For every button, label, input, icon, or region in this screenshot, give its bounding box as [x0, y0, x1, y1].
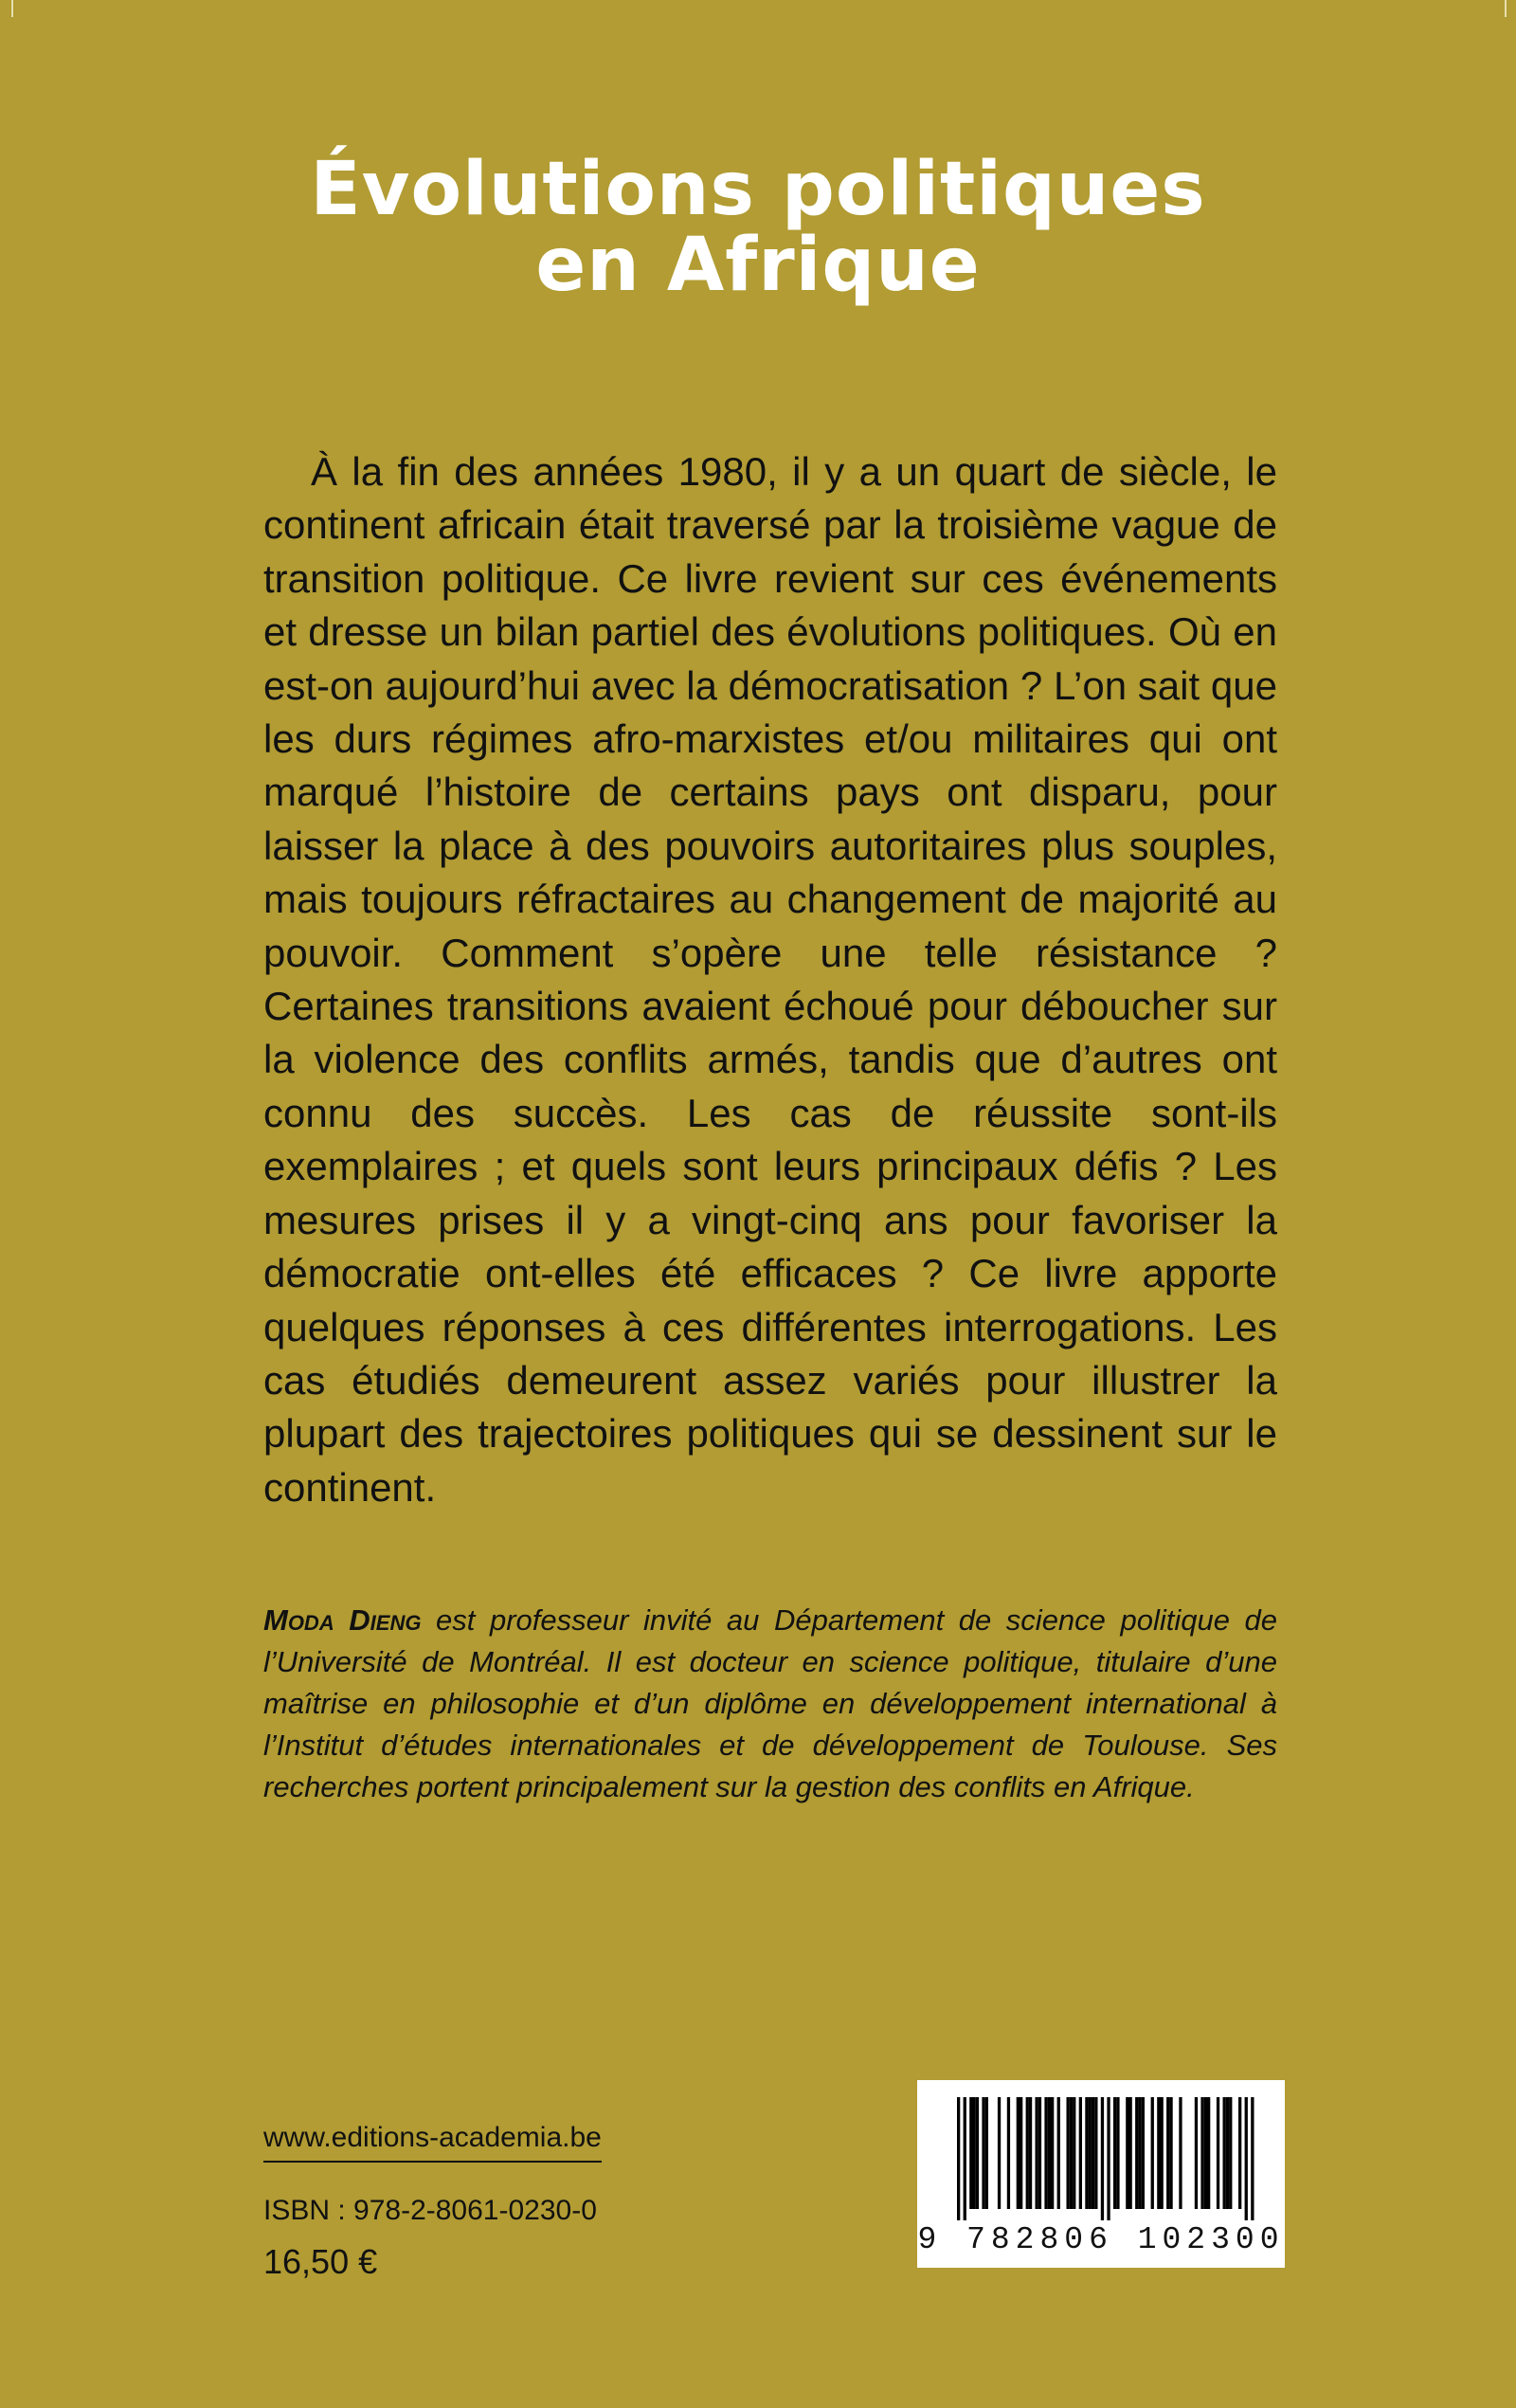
barcode-bar	[1204, 2097, 1207, 2209]
barcode-bar	[1029, 2097, 1032, 2209]
title-line-1: Évolutions politiques	[310, 147, 1206, 232]
barcode-bar	[1151, 2097, 1154, 2209]
barcode-bar	[1048, 2097, 1051, 2209]
barcode-icon	[934, 2097, 1268, 2220]
barcode-bar	[1044, 2097, 1047, 2209]
barcode-bar	[1238, 2097, 1241, 2209]
barcode-bar	[1229, 2097, 1232, 2209]
barcode-bar	[1138, 2097, 1141, 2209]
barcode-bar	[1200, 2097, 1203, 2209]
barcode-bar	[1092, 2097, 1094, 2209]
barcode-bar	[1157, 2097, 1160, 2209]
barcode-bar	[1195, 2097, 1198, 2209]
barcode-panel	[917, 2080, 1285, 2268]
barcode-bar	[1017, 2097, 1020, 2209]
barcode-bar	[1089, 2097, 1092, 2209]
barcode-bar	[985, 2097, 988, 2209]
barcode-bar	[976, 2097, 979, 2209]
barcode-bar	[1169, 2097, 1172, 2209]
barcode-bar	[1070, 2097, 1073, 2209]
back-cover-blurb: À la fin des années 1980, il y a un quart de siècle, le continent africain était traversé par la troisième vague de transition politique. Ce livre revient sur ces événements et dresse un bilan partiel des évolutions politiques. Où en est-on aujourd’hui avec la démocratisation ? L’on sait que les durs régimes afro-marxistes et/ou militaires qui ont marqué l’histoire de certains pays ont disparu, pour laisser la place à des pouvoirs autoritaires plus souples, mais toujours réfractaires au changement de majorité au pouvoir. Comment s’opère une telle résistance ? Certaines transitions avaient échoué pour déboucher sur la violence des conflits armés, tandis que d’autres ont connu des succès. Les cas de réussite sont-ils exemplaires ; et quels sont leurs principaux défis ? Les mesures prises il y a vingt-cinq ans pour favoriser la démocratie ont-elles été efficaces ? Ce livre apporte quelques réponses à ces différentes interrogations. Les cas étudiés demeurent assez variés pour illustrer la plupart des trajectoires politiques qui se dessinent sur le continent.	[263, 449, 1277, 1510]
barcode-bar	[1067, 2097, 1070, 2209]
barcode-bar	[964, 2097, 966, 2220]
barcode-bar	[1223, 2097, 1226, 2209]
barcode-bar	[957, 2097, 960, 2220]
barcode-bar	[1007, 2097, 1010, 2209]
barcode-digits: 9 782806 102300	[917, 2222, 1285, 2257]
barcode-bar	[1245, 2097, 1248, 2220]
barcode-bar	[1251, 2097, 1254, 2220]
author-bio	[263, 1600, 1277, 1808]
barcode-bar	[1135, 2097, 1138, 2209]
publisher-website-link[interactable]: www.editions-academia.be	[263, 2121, 602, 2163]
isbn-text: ISBN : 978-2-8061-0230-0	[263, 2195, 597, 2226]
barcode-bar	[1113, 2097, 1116, 2209]
barcode-bar	[1057, 2097, 1060, 2209]
barcode-bar	[1085, 2097, 1088, 2209]
barcode-bar	[973, 2097, 976, 2209]
barcode-bar	[1038, 2097, 1041, 2209]
barcode-bar	[1217, 2097, 1219, 2209]
barcode-bar	[1166, 2097, 1169, 2209]
price-text: 16,50 €	[263, 2242, 378, 2281]
barcode-bar	[1161, 2097, 1164, 2209]
barcode-bar	[1101, 2097, 1104, 2220]
crop-mark-left	[11, 0, 13, 17]
title-line-2: en Afrique	[535, 223, 981, 308]
barcode-bar	[969, 2097, 972, 2209]
barcode-bar	[1207, 2097, 1210, 2209]
barcode-bar	[998, 2097, 1001, 2209]
author-bio-text: est professeur invité au Département de science politique de l’Université de Montréal. Il est docteur en science politique, titulaire d’une maîtrise en philosophie et d’un diplôme en développement international à l’Institut d’études internationales et de développement de Toulouse. Ses recherches portent principalement sur la gestion des conflits en Afrique.	[263, 1603, 1278, 1803]
barcode-bar	[1020, 2097, 1022, 2209]
barcode-bar	[1051, 2097, 1054, 2209]
barcode-bar	[1107, 2097, 1110, 2220]
barcode-bar	[1226, 2097, 1229, 2209]
barcode-bar	[1026, 2097, 1029, 2209]
barcode-bar	[1073, 2097, 1075, 2209]
barcode-bar	[1179, 2097, 1182, 2209]
book-title	[0, 147, 1516, 308]
author-name: Moda Dieng	[263, 1603, 422, 1637]
barcode-bar	[1142, 2097, 1145, 2209]
barcode-bar	[1126, 2097, 1128, 2209]
barcode-bar	[982, 2097, 984, 2209]
barcode-bar	[1036, 2097, 1038, 2209]
barcode-bar	[1116, 2097, 1119, 2209]
barcode-bar	[1079, 2097, 1082, 2209]
barcode-bar	[1094, 2097, 1097, 2209]
crop-mark-right	[1505, 0, 1507, 17]
barcode-bar	[1129, 2097, 1132, 2209]
